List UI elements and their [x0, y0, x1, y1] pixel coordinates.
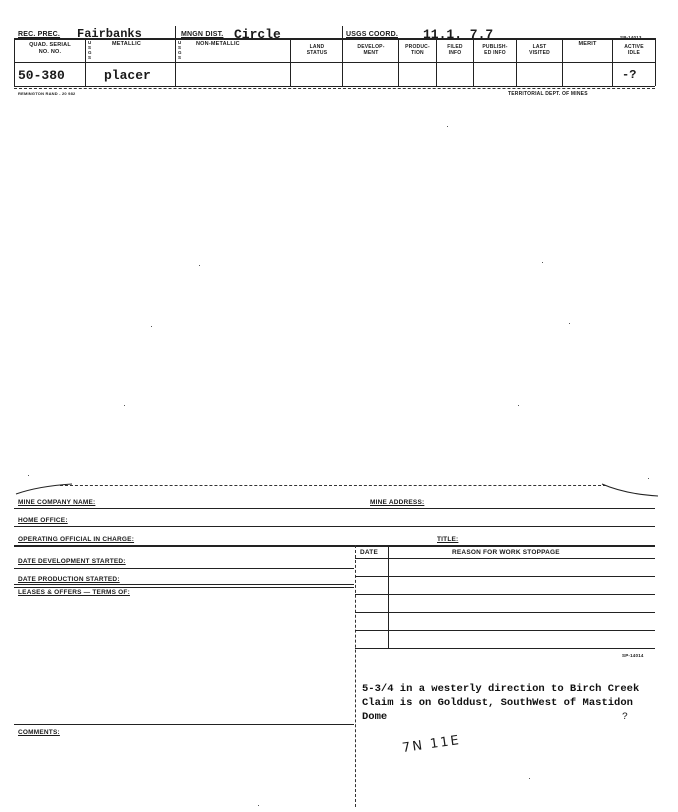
note-line-1: 5-3/4 in a westerly direction to Birch Creek [362, 683, 640, 695]
mine-address-label: MINE ADDRESS: [370, 499, 425, 506]
territorial-dept: TERRITORIAL DEPT. OF MINES [508, 91, 588, 97]
record-metallic: placer [104, 68, 151, 83]
col-land-status: LAND STATUS [306, 44, 328, 56]
leases-offers-label: LEASES & OFFERS — TERMS OF: [18, 589, 130, 596]
mining-dist-label: MNGN DIST. [181, 31, 224, 38]
mine-company-name-label: MINE COMPANY NAME: [18, 499, 96, 506]
home-office-label: HOME OFFICE: [18, 517, 68, 524]
date-column-header: DATE [360, 549, 379, 556]
col-non-metallic: NON-METALLIC [196, 41, 240, 47]
right-tear-curve [600, 480, 660, 500]
record-bottom-rule [14, 86, 655, 87]
usgs-coord-label: USGS COORD. [346, 31, 398, 38]
col-filed-info: FILED INFO [447, 44, 463, 56]
record-quad-serial: 50-380 [18, 68, 65, 83]
header-rule [14, 38, 655, 40]
col-active-idle: ACTIVE IDLE [624, 44, 644, 56]
col-metallic: METALLIC [112, 41, 141, 47]
top-card-dashed-edge [14, 88, 655, 89]
note-line-3: Dome [362, 711, 388, 723]
col-usgs-nonmetallic: U S G S [178, 40, 182, 60]
col-development: DEVELOP- MENT [357, 44, 385, 56]
rec-prec-label: REC. PREC. [18, 31, 61, 38]
form-number-bottom: SP-14014 [622, 653, 644, 658]
date-production-label: DATE PRODUCTION STARTED: [18, 576, 120, 583]
mining-dist-value: Circle [234, 27, 281, 42]
col-last-visited: LAST VISITED [529, 44, 550, 56]
note-question-mark: ? [622, 712, 629, 723]
operating-official-label: OPERATING OFFICIAL IN CHARGE: [18, 536, 135, 543]
title-label: TITLE: [437, 536, 459, 543]
date-development-label: DATE DEVELOPMENT STARTED: [18, 558, 126, 565]
note-line-2: Claim is on Golddust, SouthWest of Mastidon [362, 697, 633, 709]
comments-label: COMMENTS: [18, 729, 60, 736]
left-tear-curve [14, 480, 74, 496]
reason-column-header: REASON FOR WORK STOPPAGE [452, 549, 560, 556]
usgs-coord-value: 11.1. 7.7 [423, 27, 494, 42]
col-merit: MERIT [578, 41, 597, 47]
col-published-info: PUBLISH- ED INFO [482, 44, 508, 56]
form-number-top: SP-14013 [620, 35, 642, 40]
col-usgs-metallic: U S G S [88, 40, 92, 60]
printer-credit: REMINGTON RAND - 20 982 [18, 91, 76, 96]
column-header-rule [14, 62, 655, 63]
record-active-mark: -? [622, 68, 637, 82]
rec-prec-value: Fairbanks [77, 27, 142, 41]
handwritten-township: 7N 11E [401, 732, 462, 757]
col-production: PRODUC- TION [405, 44, 430, 56]
col-quad-serial: QUAD. SERIAL NO. NO. [29, 42, 71, 55]
lower-card-dashed-edge [60, 485, 606, 486]
